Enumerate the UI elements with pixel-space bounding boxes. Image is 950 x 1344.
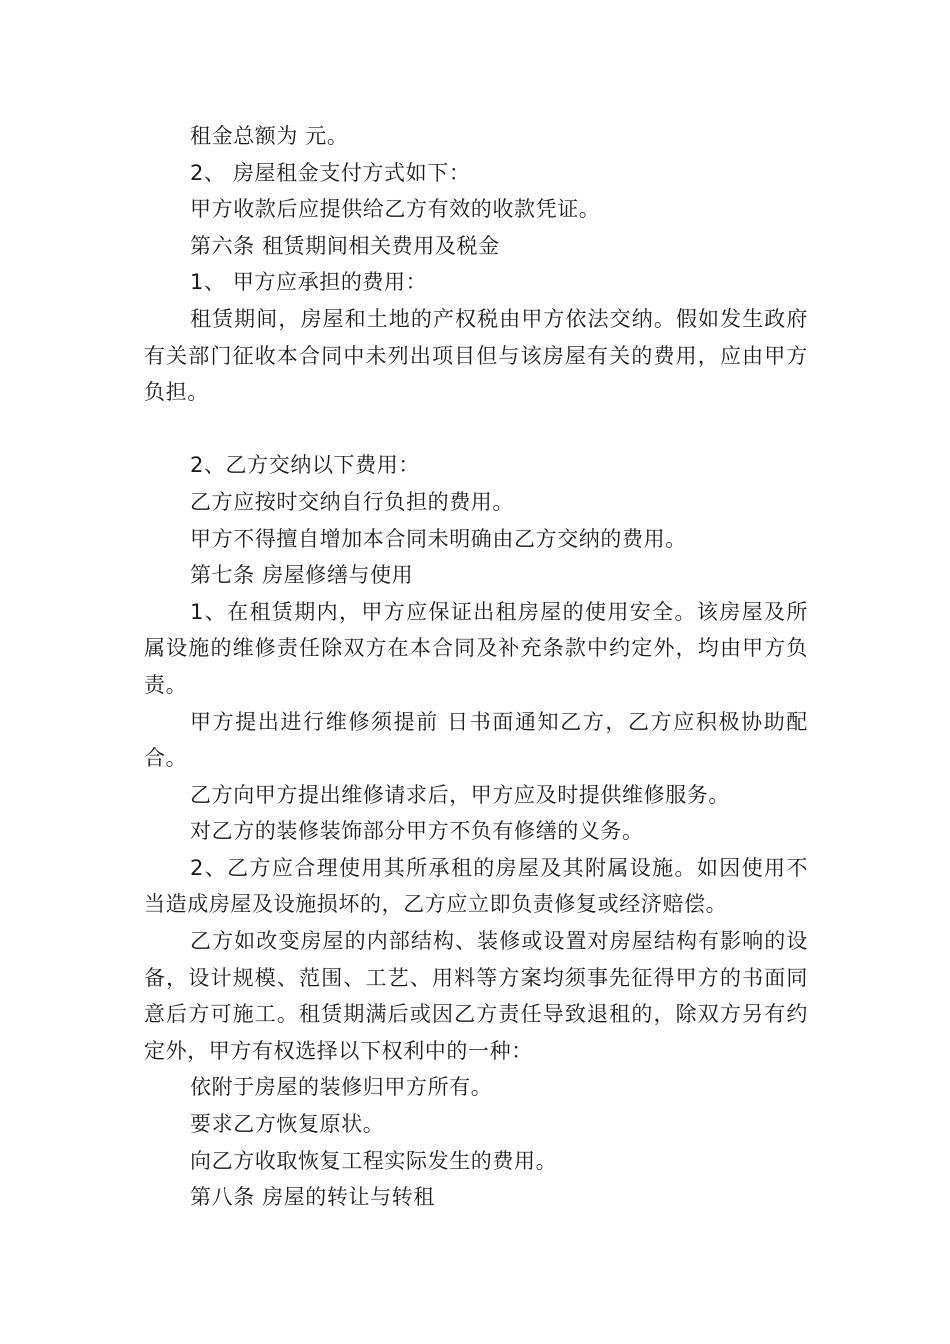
paragraph-option-ownership: 依附于房屋的装修归甲方所有。 — [190, 1075, 493, 1100]
paragraph-party-b-pay-on-time: 乙方应按时交纳自行负担的费用。 — [190, 489, 514, 514]
paragraph-receipt: 甲方收款后应提供给乙方有效的收款凭证。 — [190, 197, 601, 222]
article-7-heading: 第七条 房屋修缮与使用 — [190, 563, 414, 588]
paragraph-rent-total: 租金总额为 元。 — [190, 124, 349, 148]
blank-line — [144, 411, 808, 448]
article-8-heading: 第八条 房屋的转让与转租 — [190, 1185, 435, 1210]
document-body — [144, 118, 808, 1216]
paragraph-party-a-fees-heading: 1、 甲方应承担的费用： — [190, 270, 428, 295]
paragraph-payment-method: 2、 房屋租金支付方式如下： — [190, 160, 471, 185]
paragraph-party-b-fees-heading: 2、乙方交纳以下费用： — [190, 453, 420, 478]
article-6-heading: 第六条 租赁期间相关费用及税金 — [190, 233, 500, 258]
paragraph-decoration-exemption: 对乙方的装修装饰部分甲方不负有修缮的义务。 — [190, 819, 644, 844]
paragraph-structure-change: 乙方如改变房屋的内部结构、装修或设置对房屋结构有影响的设备，设计规模、范围、工艺、用料等方案均须事先征得甲方的书面同意后方可施工。租赁期满后或因乙方责任导致退租的，除双方另有约定外，甲方有权选择以下权利中的一种： — [144, 929, 808, 1063]
paragraph-no-extra-fees: 甲方不得擅自增加本合同未明确由乙方交纳的费用。 — [190, 526, 687, 551]
paragraph-maintenance-notice: 甲方提出进行维修须提前 日书面通知乙方，乙方应积极协助配合。 — [144, 709, 808, 771]
paragraph-safety-maintenance: 1、在租赁期内，甲方应保证出租房屋的使用安全。该房屋及所属设施的维修责任除双方在本合同及补充条款中约定外，均由甲方负责。 — [144, 599, 808, 697]
paragraph-proper-use: 2、乙方应合理使用其所承租的房屋及其附属设施。如因使用不当造成房屋及设施损坏的，乙方应立即负责修复或经济赔偿。 — [144, 855, 808, 917]
paragraph-party-a-fees: 租赁期间，房屋和土地的产权税由甲方依法交纳。假如发生政府有关部门征收本合同中未列出项目但与该房屋有关的费用，应由甲方负担。 — [144, 306, 808, 405]
paragraph-option-cost: 向乙方收取恢复工程实际发生的费用。 — [190, 1148, 558, 1173]
paragraph-repair-request: 乙方向甲方提出维修请求后，甲方应及时提供维修服务。 — [190, 782, 730, 807]
paragraph-option-restore: 要求乙方恢复原状。 — [190, 1112, 385, 1137]
